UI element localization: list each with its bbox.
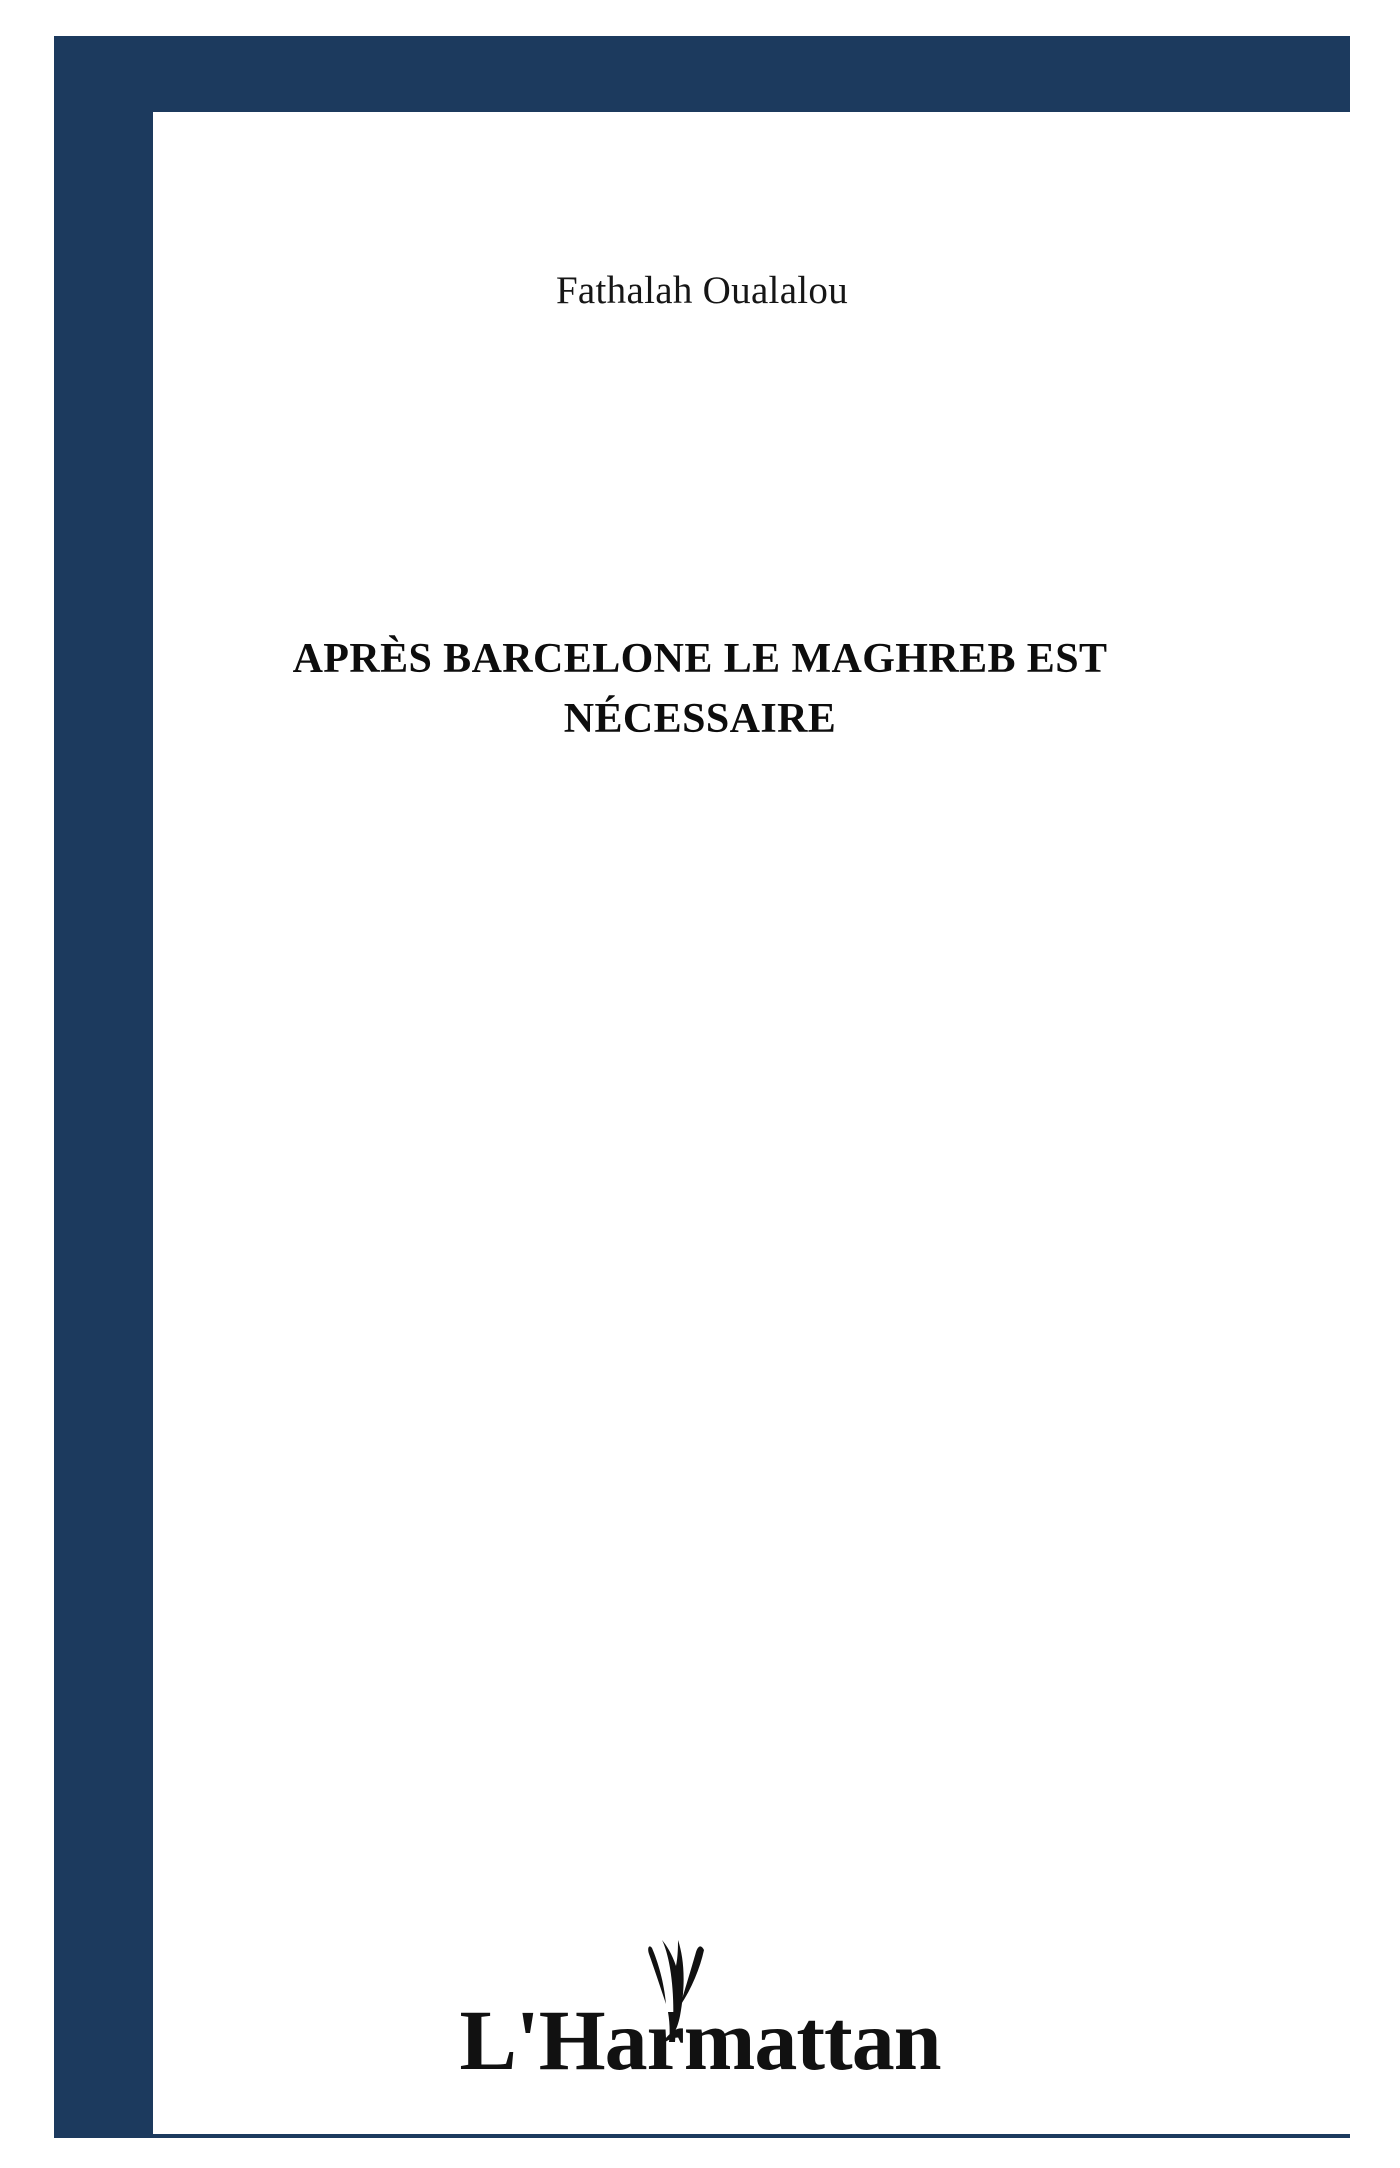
publisher-logo [420, 1930, 980, 2130]
cover-border-frame [54, 36, 1350, 2138]
book-title: APRÈS BARCELONE LE MAGHREB EST NÉCESSAIRE [292, 636, 1108, 742]
cover-inner-field [153, 112, 1359, 2134]
publisher-name: L'Harmattan [459, 1992, 941, 2088]
author-name: Fathalah Oualalou [555, 269, 849, 312]
